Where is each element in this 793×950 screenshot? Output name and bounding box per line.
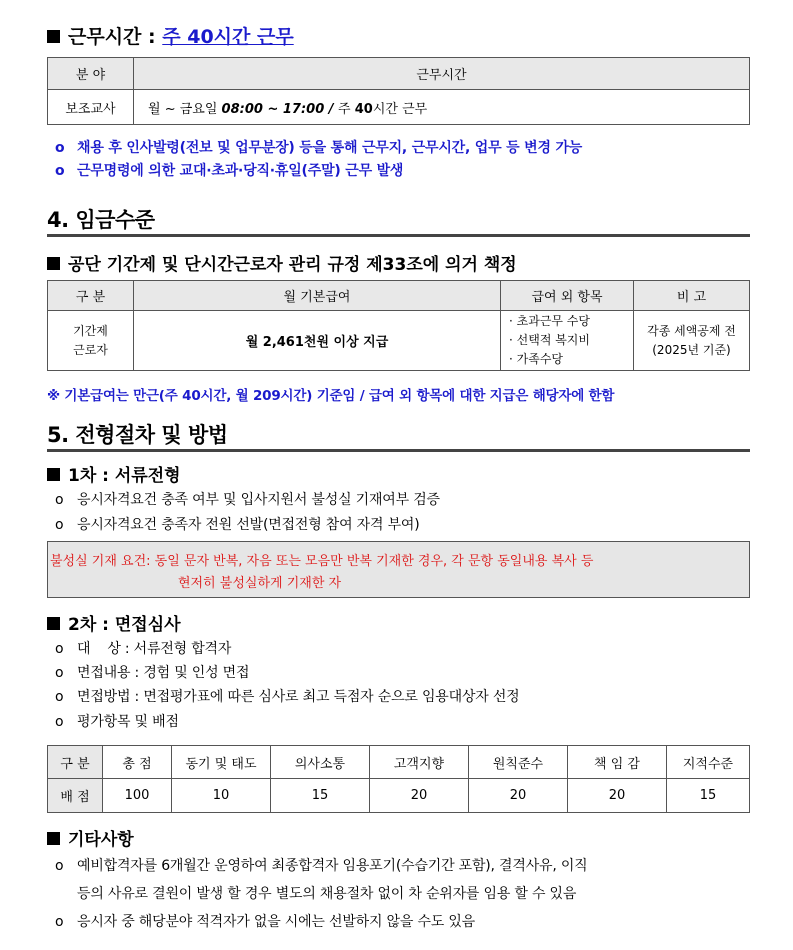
list-item: o 응시자격요건 충족자 전원 선발(면접전형 참여 자격 부여): [55, 517, 420, 533]
score-table: [47, 745, 750, 813]
table-header: 월 기본급여: [134, 281, 501, 311]
table-cell: 20: [370, 779, 469, 813]
list-item: o 면접방법 : 면접평가표에 따른 심사로 최고 득점자 순으로 임용대상자 선정: [55, 689, 520, 705]
table-header: 구 분: [48, 746, 103, 779]
list-item: o 응시자격요건 충족 여부 및 입사지원서 불성실 기재여부 검증: [55, 492, 440, 508]
table-cell: 15: [667, 779, 750, 813]
table-header: 의사소통: [271, 746, 370, 779]
table-header: 고객지향: [370, 746, 469, 779]
wage-note: ※ 기본급여는 만근(주 40시간, 월 209시간) 기준임 / 급여 외 항목에 대한 지급은 해당자에 한함: [47, 388, 615, 404]
divider: [47, 234, 750, 237]
table-cell: 15: [271, 779, 370, 813]
table-cell: 기간제 근로자: [48, 311, 134, 371]
second-stage-heading: 2차 : 면접심사: [47, 610, 181, 635]
list-item: o 근무명령에 의한 교대·초과·당직·휴일(주말) 근무 발생: [55, 163, 404, 179]
note-line: 불성실 기재 요건: 동일 문자 반복, 자음 또는 모음만 반복 기재한 경우, 각 문항 동일내용 복사 등: [50, 554, 594, 569]
square-bullet-icon: [47, 832, 60, 845]
square-bullet-icon: [47, 468, 60, 481]
table-cell: 월 2,461천원 이상 지급: [134, 311, 501, 371]
wage-heading: 공단 기간제 및 단시간근로자 관리 규정 제33조에 의거 책정: [47, 250, 517, 275]
list-item: o 대 상 : 서류전형 합격자: [55, 641, 232, 657]
table-header: 지적수준: [667, 746, 750, 779]
section-5-title: 5. 전형절차 및 방법: [47, 423, 228, 447]
note-line: 현저히 불성실하게 기재한 자: [178, 576, 342, 591]
work-hours-table: [47, 57, 750, 125]
table-cell: 100: [103, 779, 172, 813]
list-item: o 평가항목 및 배점: [55, 714, 179, 730]
table-cell: · 초과근무 수당 · 선택적 복지비 · 가족수당: [501, 311, 634, 371]
table-cell: 20: [568, 779, 667, 813]
list-item-continuation: 등의 사유로 결원이 발생 할 경우 별도의 채용절차 없이 차 순위자를 임용 할 수 있음: [77, 886, 577, 902]
square-bullet-icon: [47, 30, 60, 43]
first-stage-heading: 1차 : 서류전형: [47, 461, 181, 486]
divider: [47, 449, 750, 452]
work-hours-heading: 근무시간 : 주 40시간 근무: [47, 22, 294, 49]
table-cell: 20: [469, 779, 568, 813]
list-item: o 면접내용 : 경험 및 인성 면접: [55, 665, 250, 681]
list-item: o 예비합격자를 6개월간 운영하여 최종합격자 임용포기(수습기간 포함), 결격사유, 이직: [55, 858, 588, 874]
list-item: o 응시자 중 해당분야 적격자가 없을 시에는 선발하지 않을 수도 있음: [55, 914, 475, 930]
table-header: 분 야: [48, 58, 134, 90]
table-cell: 배 점: [48, 779, 103, 813]
table-header: 구 분: [48, 281, 134, 311]
square-bullet-icon: [47, 257, 60, 270]
wage-table: [47, 280, 750, 371]
table-header: 원칙준수: [469, 746, 568, 779]
table-cell: 월 ~ 금요일 08:00 ~ 17:00 / 주 40시간 근무: [134, 90, 750, 125]
insincere-note-box: [47, 541, 750, 598]
table-header: 근무시간: [134, 58, 750, 90]
table-cell: 10: [172, 779, 271, 813]
table-header: 비 고: [634, 281, 750, 311]
work-hours-highlight: 주 40시간 근무: [162, 26, 294, 48]
section-4-title: 4. 임금수준: [47, 208, 155, 232]
list-item: o 채용 후 인사발령(전보 및 업무분장) 등을 통해 근무지, 근무시간, 업무 등 변경 가능: [55, 140, 583, 156]
etc-heading: 기타사항: [47, 825, 134, 850]
table-header: 총 점: [103, 746, 172, 779]
table-header: 급여 외 항목: [501, 281, 634, 311]
table-header: 책 임 감: [568, 746, 667, 779]
square-bullet-icon: [47, 617, 60, 630]
table-cell: 보조교사: [48, 90, 134, 125]
table-cell: 각종 세액공제 전 (2025년 기준): [634, 311, 750, 371]
table-header: 동기 및 태도: [172, 746, 271, 779]
